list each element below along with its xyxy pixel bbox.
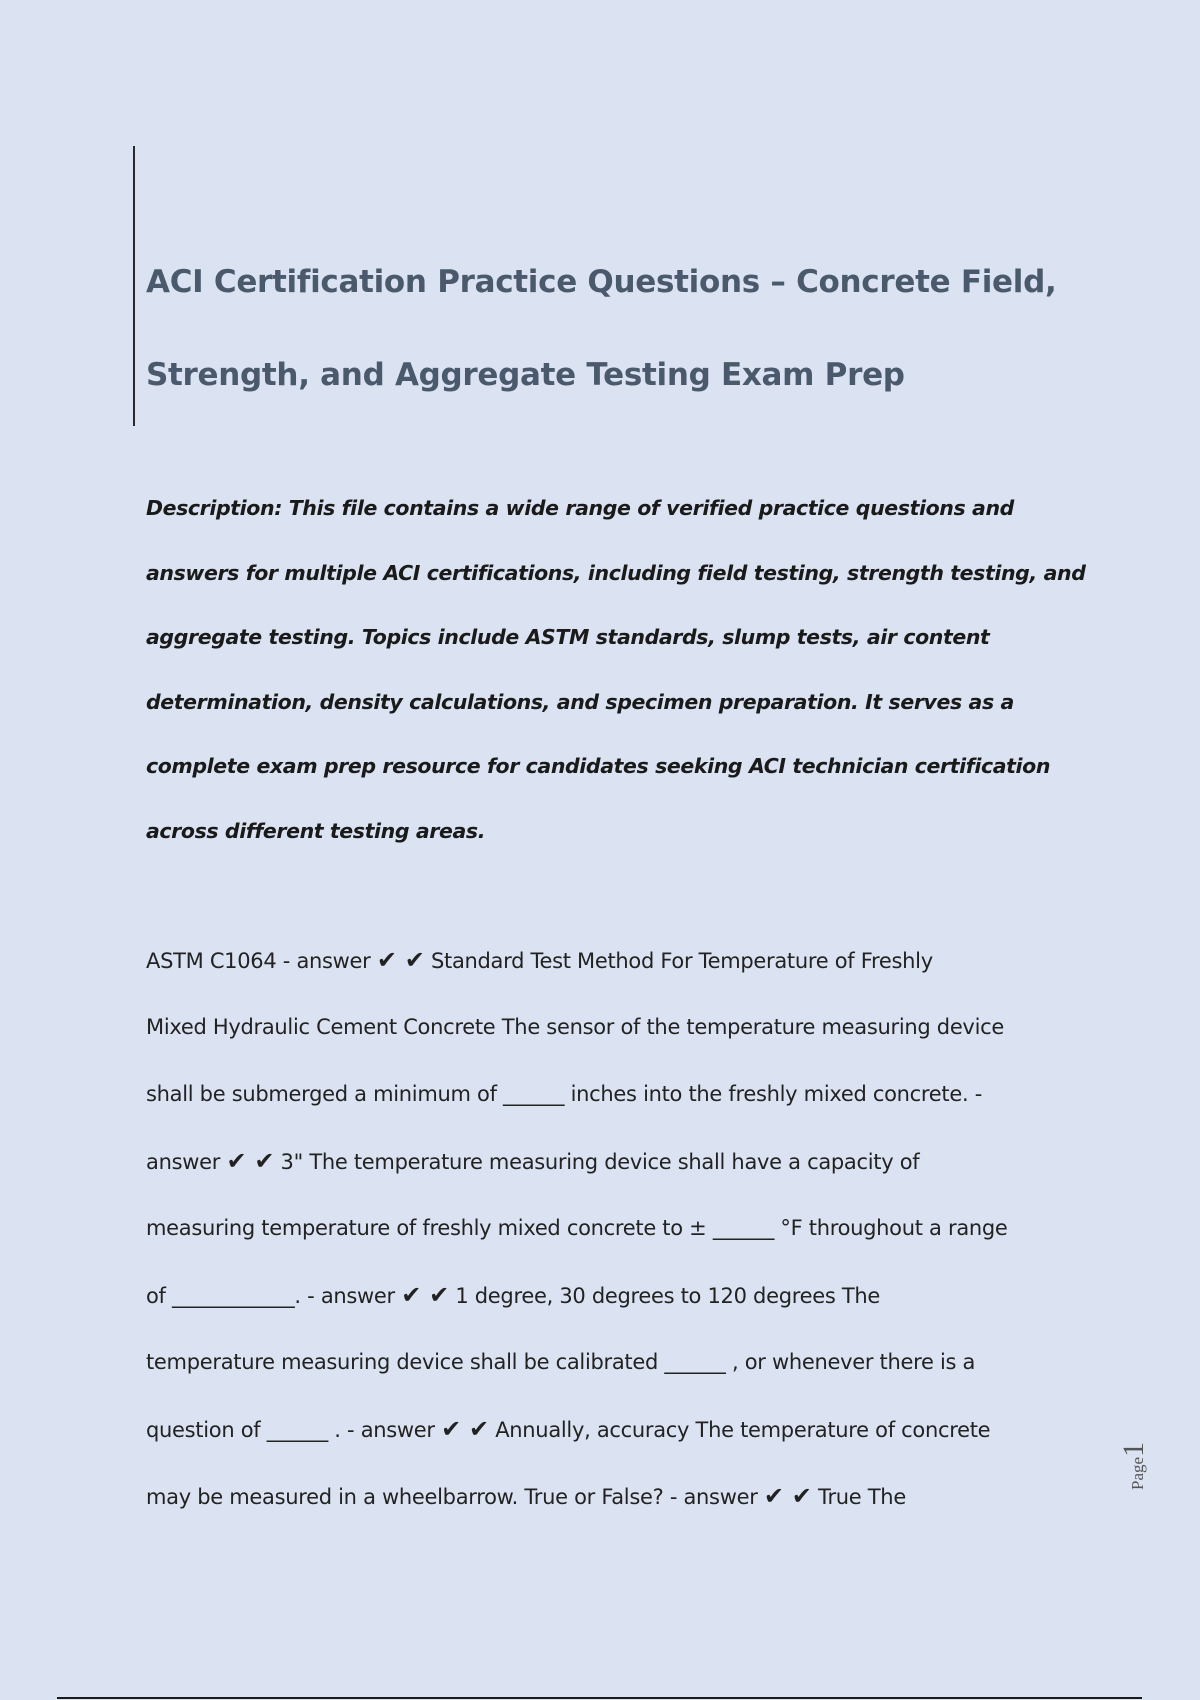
description-line: complete exam prep resource for candidates seeking ACI technician certification — [146, 754, 1051, 778]
body-line: Mixed Hydraulic Cement Concrete The sensor of the temperature measuring device — [146, 1015, 1004, 1039]
body-text: of ____________. - answer — [146, 1284, 395, 1308]
description-line: across different testing areas. — [146, 818, 486, 843]
check-mark-icon: ✔ ✔ — [376, 946, 425, 974]
document-title — [146, 236, 1066, 422]
question-body — [146, 940, 1086, 1543]
body-text: answer — [146, 1150, 221, 1174]
body-text: may be measured in a wheelbarrow. True or False? - answer — [146, 1485, 758, 1509]
body-line: measuring temperature of freshly mixed concrete to ± ______ °F throughout a range — [146, 1216, 1008, 1240]
body-text: Standard Test Method For Temperature of Freshly — [430, 949, 933, 973]
description-block — [146, 488, 1086, 875]
page-number — [1117, 1442, 1151, 1490]
description-line: Description: This file contains a wide range of verified practice questions and — [146, 496, 1014, 520]
body-text: question of ______ . - answer — [146, 1418, 435, 1442]
body-line — [146, 1476, 1086, 1543]
body-text: 1 degree, 30 degrees to 120 degrees The — [455, 1284, 881, 1308]
footer-rule — [57, 1697, 1142, 1699]
body-line — [146, 1409, 1086, 1476]
body-line — [146, 940, 1086, 1007]
check-mark-icon: ✔ ✔ — [401, 1281, 449, 1309]
body-text: ASTM C1064 - answer — [146, 949, 371, 973]
check-mark-icon: ✔ ✔ — [441, 1415, 489, 1443]
body-line — [146, 1275, 1086, 1342]
body-text: 3" The temperature measuring device shall have a capacity of — [280, 1150, 920, 1174]
title-line-2: Strength, and Aggregate Testing Exam Prep — [146, 357, 905, 393]
body-text: True The — [818, 1485, 906, 1509]
description-line: answers for multiple ACI certifications, including field testing, strength testing, and — [146, 560, 1086, 585]
title-line-1: ACI Certification Practice Questions – Concrete Field, — [146, 264, 1057, 300]
description-line: determination, density calculations, and specimen preparation. It serves as a — [146, 689, 1014, 714]
page-label: Page — [1128, 1456, 1147, 1490]
body-line — [146, 1141, 1086, 1208]
title-accent-bar — [133, 146, 135, 426]
body-line: shall be submerged a minimum of ______ inches into the freshly mixed concrete. - — [146, 1082, 983, 1106]
check-mark-icon: ✔ ✔ — [226, 1147, 275, 1175]
body-line: temperature measuring device shall be calibrated ______ , or whenever there is a — [146, 1350, 976, 1374]
description-line: aggregate testing. Topics include ASTM standards, slump tests, air content — [146, 625, 990, 649]
page-number-value: 1 — [1117, 1441, 1150, 1457]
body-text: Annually, accuracy The temperature of concrete — [495, 1418, 991, 1442]
check-mark-icon: ✔ ✔ — [763, 1482, 812, 1510]
